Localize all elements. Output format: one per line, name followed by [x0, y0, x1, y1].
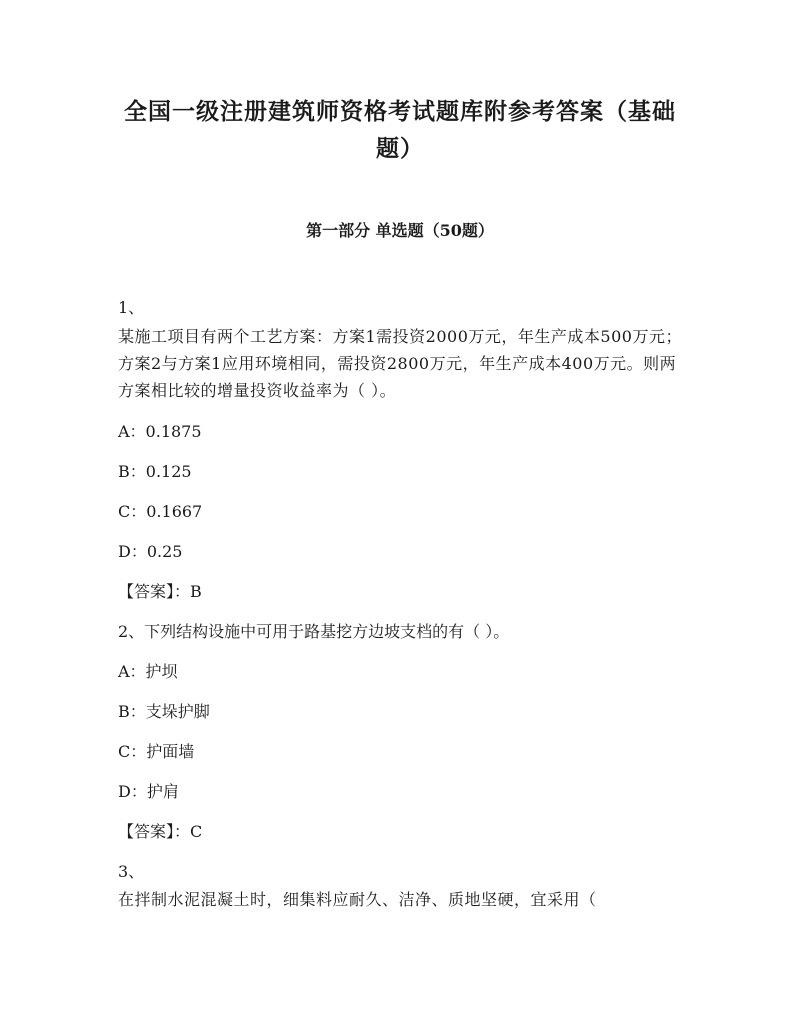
question-stem: 某施工项目有两个工艺方案：方案1需投资2000万元，年生产成本500万元；方案2与方案1应用环境相同，需投资2800万元，年生产成本400万元。则两方案相比较的增量投资收益率为（ ）。	[118, 327, 682, 400]
document-title: 全国一级注册建筑师资格考试题库附参考答案（基础题）	[124, 98, 676, 162]
question-1	[118, 296, 688, 604]
answer-line: 【答案】：B	[118, 582, 202, 601]
option-d: D：护肩	[118, 782, 179, 801]
option-d: D：0.25	[118, 542, 183, 561]
option-a: A：护坝	[118, 662, 178, 681]
option-c: C：护面墙	[118, 742, 195, 761]
question-2	[118, 620, 688, 844]
option-c: C：0.1667	[118, 502, 203, 521]
question-number: 3、	[118, 862, 145, 881]
option-b: B：0.125	[118, 462, 192, 481]
question-3	[118, 860, 688, 913]
question-list	[118, 296, 688, 913]
option-b: B：支垛护脚	[118, 702, 210, 721]
question-stem: 在拌制水泥混凝土时，细集料应耐久、洁净、质地坚硬，宜采用（	[118, 890, 597, 909]
section-heading: 第一部分 单选题（50题）	[306, 221, 494, 240]
question-number: 1、	[118, 298, 145, 317]
answer-line: 【答案】：C	[118, 822, 203, 841]
option-a: A：0.1875	[118, 422, 202, 441]
question-stem: 2、下列结构设施中可用于路基挖方边坡支档的有（ ）。	[118, 622, 510, 641]
